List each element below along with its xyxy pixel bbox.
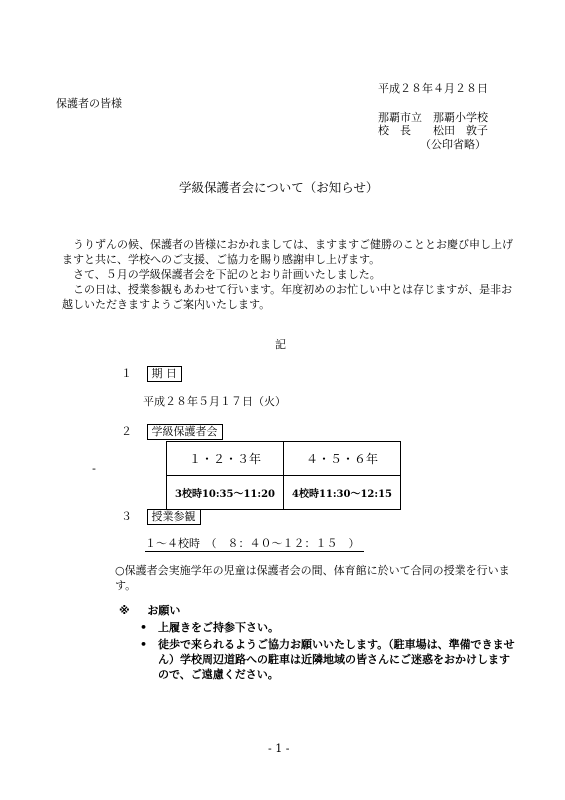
section-number: ３ (121, 510, 132, 523)
requests-heading (119, 604, 180, 618)
body-paragraph-invitation: この日は、授業参観もあわせて行います。年度初めのお忙しい中とは存じますが、是非お越しいただきますようご案内いたします。 (62, 283, 513, 311)
body-text (62, 237, 522, 312)
meeting-time-cell: 3校時10:35～11:20 (167, 476, 284, 510)
list-item (140, 620, 520, 635)
grade-group-header: ４・５・６年 (284, 442, 401, 476)
joint-class-note (115, 563, 520, 593)
request-text: 上履きをご持参下さい。 (158, 621, 279, 634)
stray-mark: - (92, 462, 96, 475)
request-text: 徒歩で来られるようご協力お願いいたします。（駐車場は、準備できません）学校周辺道路への駐車は近隣地域の皆さんにご迷惑をおかけしますので、ご遠慮ください。 (158, 638, 515, 681)
page-number: - 1 - (268, 742, 290, 755)
meeting-schedule-table (166, 441, 401, 510)
requests-heading-text: お願い (147, 604, 181, 617)
section-label-date: 期 日 (147, 366, 183, 382)
recipient-label: 保護者の皆様 (56, 97, 122, 110)
principal-name: 校 長 松田 敦子 (378, 124, 488, 137)
grade-group-header: １・２・３年 (167, 442, 284, 476)
body-paragraph-greeting: うりずんの候、保護者の皆様におかれましては、ますますご健勝のこととお慶び申し上げますと共に、学校へのご支援、ご協力を賜り感謝申し上げます。 (62, 238, 513, 266)
section-label-meeting: 学級保護者会 (147, 424, 223, 440)
document-date: 平成２８年４月２８日 (378, 82, 488, 95)
reference-mark: ※ (119, 604, 130, 617)
table-header-row (167, 442, 401, 476)
section-date (121, 366, 182, 382)
bullet-icon: • (140, 638, 148, 651)
requests-list (140, 620, 520, 682)
bullet-icon: • (140, 621, 148, 634)
event-date: 平成２８年５月１７日（火） (143, 395, 286, 408)
meeting-time-cell: 4校時11:30～12:15 (284, 476, 401, 510)
section-number: ２ (121, 425, 132, 438)
school-name: 那覇市立 那覇小学校 (378, 111, 488, 124)
table-row (167, 476, 401, 510)
section-observation (121, 509, 201, 525)
section-number: １ (121, 367, 132, 380)
joint-class-note-text: ○保護者会実施学年の児童は保護者会の間、体育館に於いて合同の授業を行います。 (115, 564, 510, 592)
observation-time: １～４校時 （ ８：４０～１２：１５ ） (145, 537, 364, 552)
section-meeting (121, 424, 223, 440)
ki-marker: 記 (275, 338, 286, 351)
section-label-observation: 授業参観 (147, 509, 201, 525)
list-item (140, 637, 520, 682)
seal-note: （公印省略） (420, 138, 486, 151)
document-title: 学級保護者会について（お知らせ） (179, 180, 379, 195)
body-paragraph-plan: さて、５月の学級保護者会を下記のとおり計画いたしました。 (62, 268, 381, 281)
